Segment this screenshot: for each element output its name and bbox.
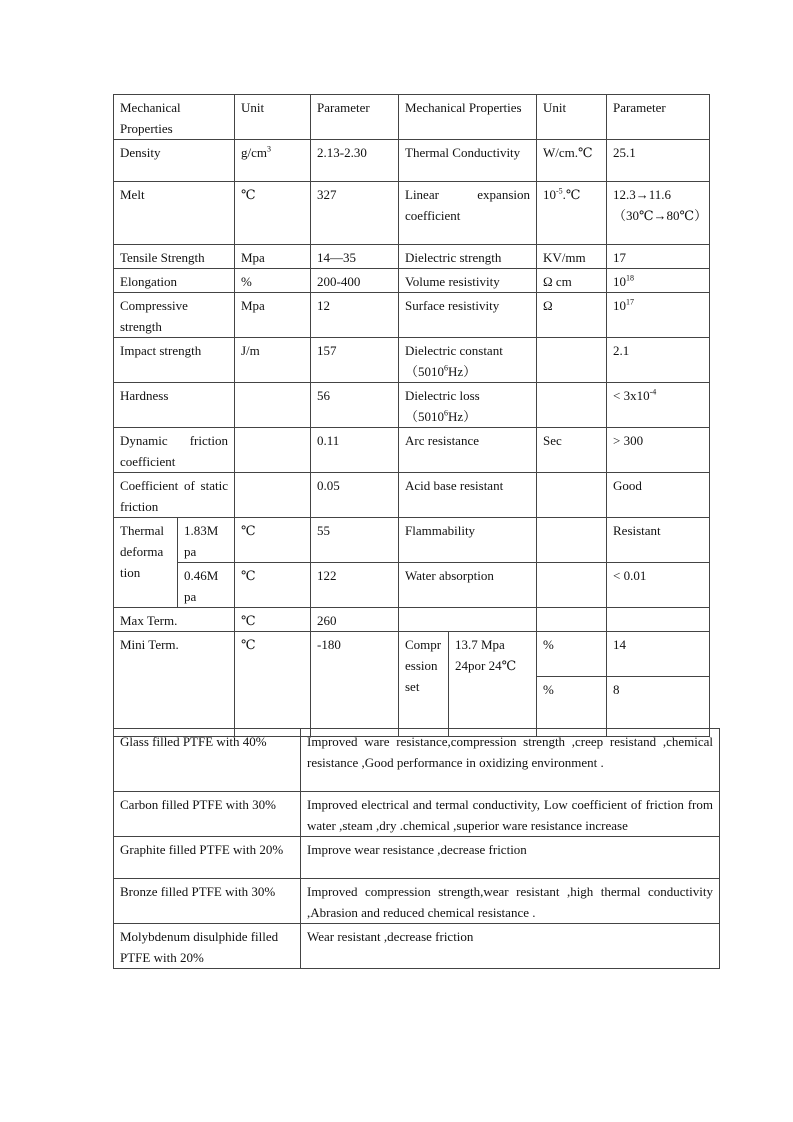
- empty-cell: [607, 608, 710, 632]
- property-unit: [537, 383, 607, 428]
- property-unit: [235, 473, 311, 518]
- property-name: Dielectric strength: [399, 245, 537, 269]
- property-unit: [235, 383, 311, 428]
- property-name: Water absorption: [399, 563, 537, 608]
- property-value: 14: [607, 632, 710, 677]
- property-value: 8: [607, 677, 710, 737]
- property-condition: 1.83M pa: [178, 518, 235, 563]
- property-value: $10^{18}$: [607, 269, 710, 293]
- property-unit: Mpa: [235, 245, 311, 269]
- filler-effect: Improved ware resistance,compression strength ,creep resistand ,chemical resistance ,Good performance in oxidizing environment .: [301, 729, 720, 792]
- property-unit: %: [537, 677, 607, 737]
- table-row: [114, 428, 710, 473]
- filler-effect: Wear resistant ,decrease friction: [301, 924, 720, 969]
- property-condition: 13.7 Mpa 24por 24℃: [449, 632, 537, 737]
- property-value: 260: [311, 608, 399, 632]
- property-name: Hardness: [114, 383, 235, 428]
- property-unit: ℃: [235, 182, 311, 245]
- property-name: Elongation: [114, 269, 235, 293]
- property-value: 17: [607, 245, 710, 269]
- property-value: 2.1: [607, 338, 710, 383]
- header-cell: Parameter: [311, 95, 399, 140]
- property-name: Impact strength: [114, 338, 235, 383]
- property-unit: ℃: [235, 632, 311, 737]
- table-row: [114, 245, 710, 269]
- header-cell: Parameter: [607, 95, 710, 140]
- property-value: 157: [311, 338, 399, 383]
- table-row: [114, 632, 710, 677]
- property-unit: W/cm.℃: [537, 140, 607, 182]
- property-unit: $g/cm^3$: [235, 140, 311, 182]
- property-name: Volume resistivity: [399, 269, 537, 293]
- header-cell: Unit: [235, 95, 311, 140]
- header-cell: Mechanical Properties: [114, 95, 235, 140]
- empty-cell: [399, 608, 537, 632]
- table-row: [114, 182, 710, 245]
- property-unit: Sec: [537, 428, 607, 473]
- property-name: Tensile Strength: [114, 245, 235, 269]
- property-name: Coefficient of static friction: [114, 473, 235, 518]
- table-row: [114, 518, 710, 563]
- property-value: 0.11: [311, 428, 399, 473]
- table-row: [114, 837, 720, 879]
- property-unit: [235, 428, 311, 473]
- property-unit: %: [537, 632, 607, 677]
- property-value: < 0.01: [607, 563, 710, 608]
- table-row: [114, 924, 720, 969]
- property-name: Surface resistivity: [399, 293, 537, 338]
- table-row: [114, 879, 720, 924]
- table-row: [114, 563, 710, 608]
- property-value: 0.05: [311, 473, 399, 518]
- property-unit: ℃: [235, 518, 311, 563]
- property-name: Melt: [114, 182, 235, 245]
- table-row: [114, 729, 720, 792]
- filler-name: Graphite filled PTFE with 20%: [114, 837, 301, 879]
- property-name: Mini Term.: [114, 632, 235, 737]
- property-unit: $10^{-5}.℃$: [537, 182, 607, 245]
- property-name: Thermal deforma tion: [114, 518, 178, 608]
- property-unit: [537, 338, 607, 383]
- property-name: Compression set: [399, 632, 449, 737]
- property-unit: ℃: [235, 563, 311, 608]
- property-unit: ℃: [235, 608, 311, 632]
- filler-effect: Improve wear resistance ,decrease friction: [301, 837, 720, 879]
- property-name: Compressive strength: [114, 293, 235, 338]
- table-row: [114, 140, 710, 182]
- property-value: 327: [311, 182, 399, 245]
- property-value: 14—35: [311, 245, 399, 269]
- property-value: Good: [607, 473, 710, 518]
- property-value: Resistant: [607, 518, 710, 563]
- empty-cell: [537, 608, 607, 632]
- table-header-row: [114, 95, 710, 140]
- table-row: [114, 269, 710, 293]
- property-value: $10^{17}$: [607, 293, 710, 338]
- filler-name: Glass filled PTFE with 40%: [114, 729, 301, 792]
- table-row: [114, 383, 710, 428]
- header-cell: Mechanical Properties: [399, 95, 537, 140]
- table-row: [114, 792, 720, 837]
- property-value: 200-400: [311, 269, 399, 293]
- property-unit: [537, 473, 607, 518]
- property-value: 122: [311, 563, 399, 608]
- mechanical-properties-table: [113, 94, 710, 737]
- table-row: [114, 473, 710, 518]
- filler-effect: Improved electrical and termal conductivity, Low coefficient of friction from water ,steam ,dry .chemical ,superior ware resistance increase: [301, 792, 720, 837]
- property-name: Dielectric loss （5010$^6$Hz）: [399, 383, 537, 428]
- filler-name: Bronze filled PTFE with 30%: [114, 879, 301, 924]
- property-name: Linear expansion coefficient: [399, 182, 537, 245]
- property-value: 56: [311, 383, 399, 428]
- property-unit: Ω cm: [537, 269, 607, 293]
- property-name: Flammability: [399, 518, 537, 563]
- table-row: [114, 338, 710, 383]
- property-unit: %: [235, 269, 311, 293]
- property-unit: Mpa: [235, 293, 311, 338]
- property-condition: 0.46M pa: [178, 563, 235, 608]
- table-row: [114, 608, 710, 632]
- property-value: 12.3→11.6 （30℃→80℃）: [607, 182, 710, 245]
- property-value: > 300: [607, 428, 710, 473]
- property-value: < $3x10^{-4}$: [607, 383, 710, 428]
- filler-name: Carbon filled PTFE with 30%: [114, 792, 301, 837]
- fillers-table: [113, 728, 720, 969]
- property-name: Dynamic friction coefficient: [114, 428, 235, 473]
- property-value: 25.1: [607, 140, 710, 182]
- property-name: Density: [114, 140, 235, 182]
- property-unit: [537, 518, 607, 563]
- property-name: Max Term.: [114, 608, 235, 632]
- property-unit: J/m: [235, 338, 311, 383]
- property-unit: KV/mm: [537, 245, 607, 269]
- header-cell: Unit: [537, 95, 607, 140]
- property-value: 2.13-2.30: [311, 140, 399, 182]
- property-value: 55: [311, 518, 399, 563]
- property-value: -180: [311, 632, 399, 737]
- table-row: [114, 293, 710, 338]
- filler-effect: Improved compression strength,wear resistant ,high thermal conductivity ,Abrasion and reduced chemical resistance .: [301, 879, 720, 924]
- property-name: Arc resistance: [399, 428, 537, 473]
- filler-name: Molybdenum disulphide filled PTFE with 20%: [114, 924, 301, 969]
- property-name: Thermal Conductivity: [399, 140, 537, 182]
- property-name: Acid base resistant: [399, 473, 537, 518]
- property-unit: Ω: [537, 293, 607, 338]
- property-unit: [537, 563, 607, 608]
- property-name: Dielectric constant （5010$^6$Hz）: [399, 338, 537, 383]
- property-value: 12: [311, 293, 399, 338]
